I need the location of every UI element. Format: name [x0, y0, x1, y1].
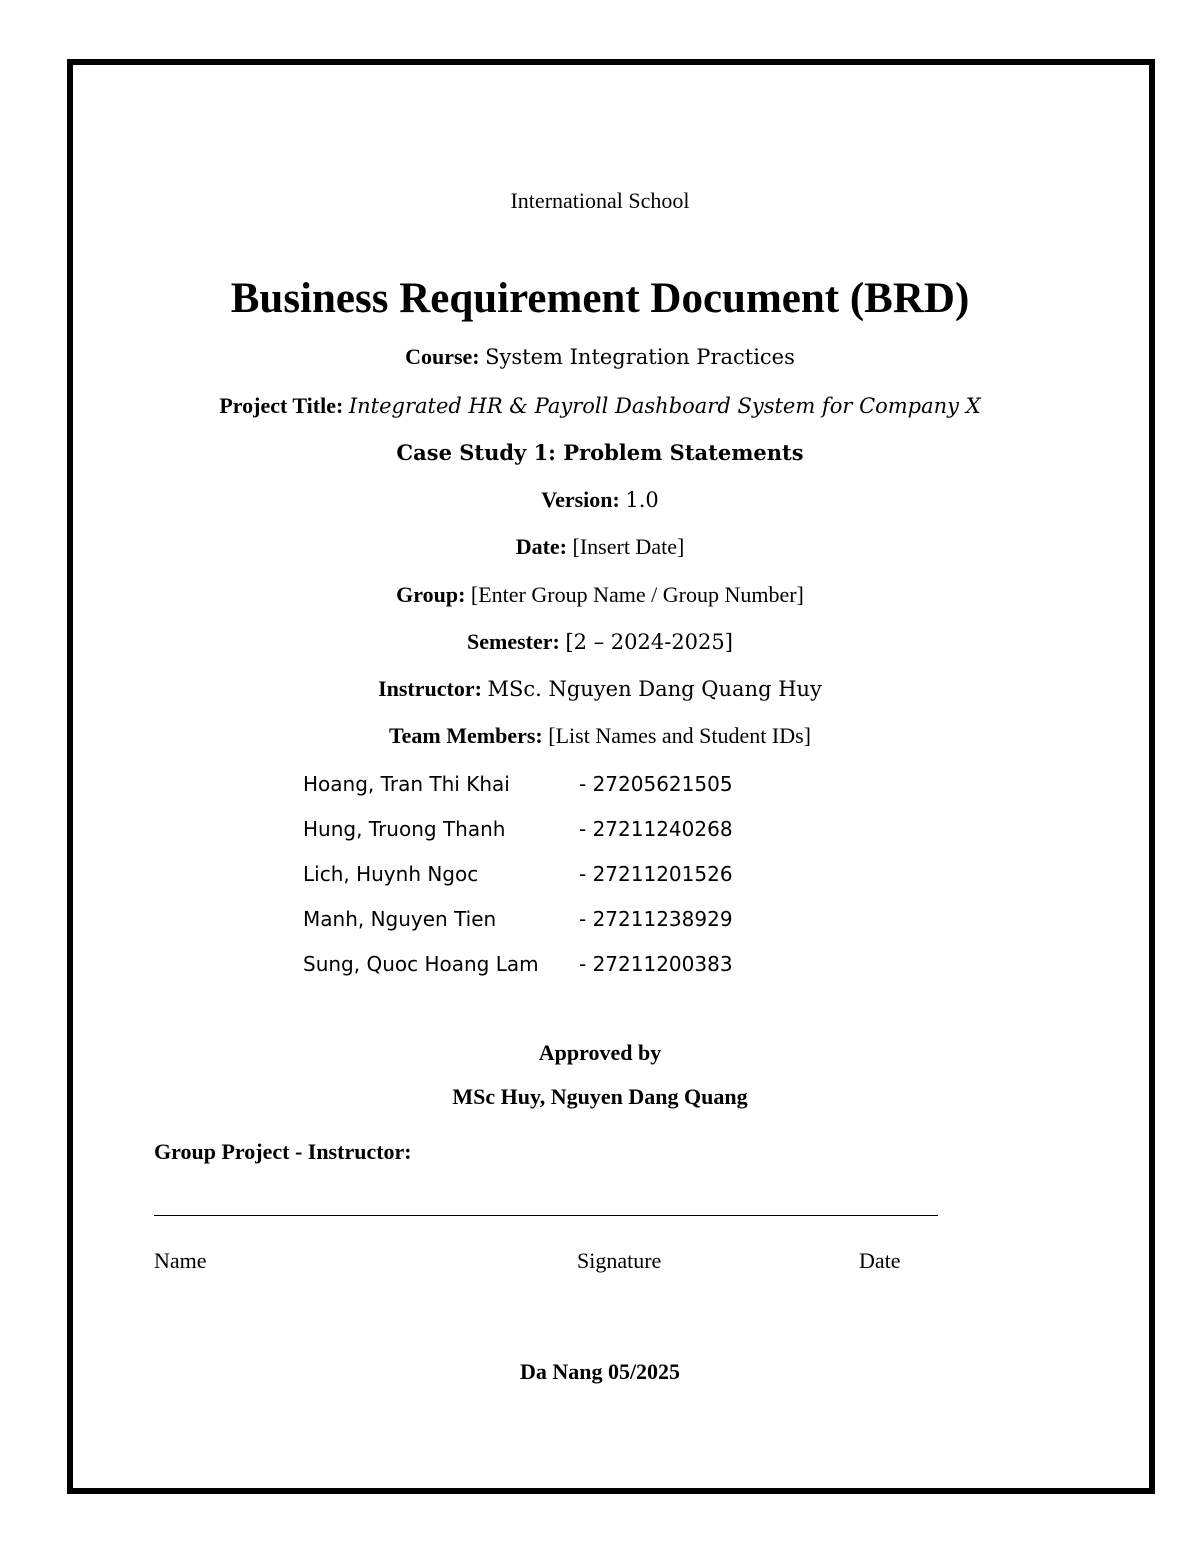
member-id: - 27205621505 [579, 772, 733, 796]
group-label: Group: [396, 582, 466, 607]
signature-label: Signature [577, 1248, 662, 1273]
member-name: Manh, Nguyen Tien [303, 907, 497, 931]
member-id: - 27211238929 [579, 907, 733, 931]
date-label: Date: [515, 534, 568, 559]
group-project-instructor-label: Group Project - Instructor: [154, 1139, 412, 1164]
approved-by-heading: Approved by [538, 1040, 662, 1065]
member-row [303, 772, 733, 796]
school-name: International School [510, 188, 690, 213]
project-title-value: Integrated HR & Payroll Dashboard System for Company X [348, 394, 981, 418]
course-line [0, 344, 1200, 370]
member-name: Hung, Truong Thanh [303, 817, 506, 841]
member-name: Lich, Huynh Ngoc [303, 862, 479, 886]
semester-label: Semester: [467, 629, 560, 654]
case-study-line [0, 440, 1200, 466]
team-members-value: [List Names and Student IDs] [548, 723, 811, 748]
group-value: [Enter Group Name / Group Number] [470, 582, 804, 607]
team-members-line [0, 723, 1200, 749]
group-line [0, 582, 1200, 608]
version-value: 1.0 [625, 488, 659, 512]
name-label: Name [154, 1248, 207, 1273]
case-study-title: Case Study 1: Problem Statements [396, 440, 804, 465]
member-id: - 27211200383 [579, 952, 733, 976]
project-title-line [0, 393, 1200, 419]
project-title-label: Project Title: [219, 393, 344, 418]
course-value: System Integration Practices [485, 345, 795, 369]
place-date-footer: Da Nang 05/2025 [519, 1359, 681, 1384]
member-row [303, 817, 733, 841]
date-signature-label: Date [859, 1248, 901, 1273]
member-id: - 27211240268 [579, 817, 733, 841]
member-name: Sung, Quoc Hoang Lam [303, 952, 539, 976]
member-row [303, 862, 733, 886]
document-title: Business Requirement Document (BRD) [230, 275, 970, 322]
approver-name: MSc Huy, Nguyen Dang Quang [452, 1084, 748, 1109]
member-id: - 27211201526 [579, 862, 733, 886]
version-line [0, 487, 1200, 513]
semester-line [0, 629, 1200, 655]
member-row [303, 907, 733, 931]
instructor-line [0, 676, 1200, 702]
instructor-label: Instructor: [378, 676, 482, 701]
instructor-value: MSc. Nguyen Dang Quang Huy [487, 677, 822, 701]
semester-value: [2 – 2024-2025] [565, 630, 733, 654]
signature-line [154, 1215, 938, 1216]
date-line [0, 534, 1200, 560]
course-label: Course: [405, 344, 480, 369]
member-row [303, 952, 733, 976]
member-name: Hoang, Tran Thi Khai [303, 772, 510, 796]
version-label: Version: [541, 487, 620, 512]
team-members-label: Team Members: [389, 723, 543, 748]
date-value: [Insert Date] [572, 534, 685, 559]
